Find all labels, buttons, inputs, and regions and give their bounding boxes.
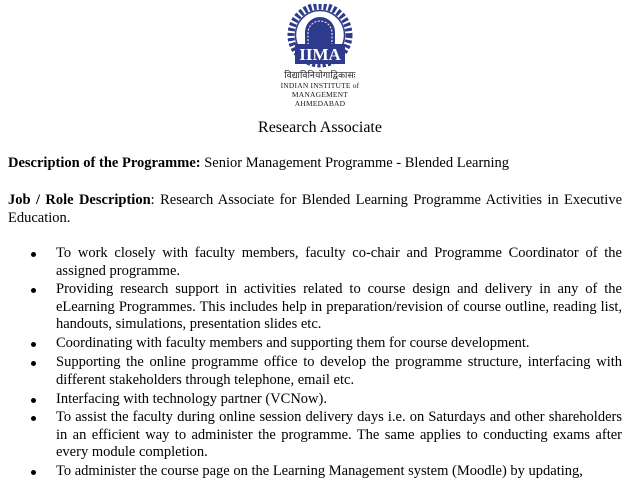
bullet-icon (31, 288, 36, 293)
list-item: To administer the course page on the Learning Management system (Moodle) by updating, (8, 463, 622, 481)
iima-emblem-icon (287, 4, 353, 70)
logo-name-line1: INDIAN INSTITUTE of (280, 81, 360, 90)
list-item: To work closely with faculty members, faculty co-chair and Programme Coordinator of the assigned programme. (8, 245, 622, 280)
programme-value: Senior Management Programme - Blended Learning (200, 155, 510, 171)
list-item: To assist the faculty during online session delivery days i.e. on Saturdays and other shareholders in an efficient way to administer the programme. The same applies to conducting exams after every module completion. (8, 409, 622, 462)
bullet-icon (31, 398, 36, 403)
logo-name-line2: MANAGEMENT AHMEDABAD (291, 90, 349, 108)
role-label: Job / Role Description (8, 192, 151, 208)
bullet-icon (31, 470, 36, 475)
bullet-icon (31, 342, 36, 347)
logo-motto: विद्याविनियोगाद्विकासः (284, 71, 356, 81)
programme-description (8, 154, 622, 172)
bullet-icon (31, 252, 36, 257)
list-item: Interfacing with technology partner (VCNow). (8, 391, 622, 409)
duties-list (8, 245, 622, 482)
role-description (8, 191, 622, 227)
list-item: Supporting the online programme office to develop the programme structure, interfacing with different stakeholders through telephone, email etc. (8, 354, 622, 389)
logo-letters: IIMA (299, 45, 341, 64)
bullet-icon (31, 416, 36, 421)
page-title: Research Associate (258, 119, 382, 136)
list-item: Coordinating with faculty members and supporting them for course development. (8, 335, 622, 353)
programme-label: Description of the Programme: (8, 155, 201, 171)
iima-logo (272, 4, 368, 108)
list-item: Providing research support in activities related to course design and delivery in any of the eLearning Programmes. This includes help in preparation/revision of course outline, reading list, handouts, simulations, presentation slides etc. (8, 281, 622, 334)
role-value: : Research Associate for Blended Learning Programme Activities in Executive Education. (8, 192, 622, 226)
bullet-icon (31, 361, 36, 366)
